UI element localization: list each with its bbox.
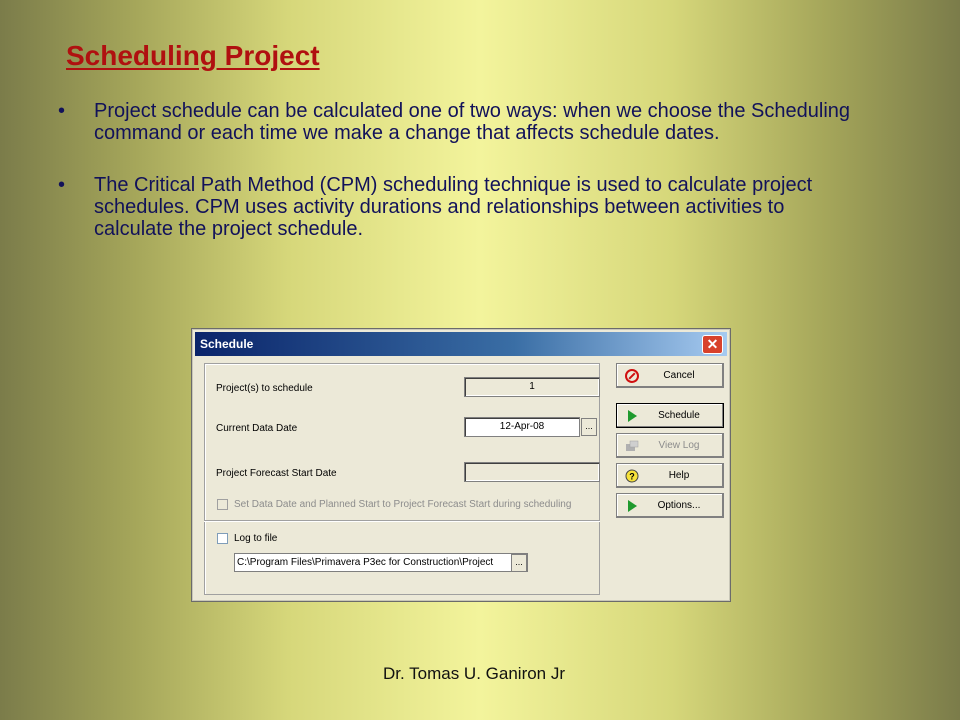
group-divider	[204, 520, 600, 522]
schedule-dialog	[191, 328, 731, 602]
dialog-titlebar[interactable]	[195, 332, 727, 356]
cancel-button-label: Cancel	[663, 370, 695, 381]
bullet-dot: •	[58, 174, 66, 196]
set-data-date-checkbox	[217, 499, 228, 510]
projects-count-field: 1	[464, 377, 600, 397]
cancel-button[interactable]	[616, 363, 724, 388]
schedule-button[interactable]	[616, 403, 724, 428]
close-icon: ✕	[706, 336, 719, 352]
set-data-date-label: Set Data Date and Planned Start to Project Forecast Start during scheduling	[234, 499, 572, 510]
footer-author: Dr. Tomas U. Ganiron Jr	[383, 664, 566, 683]
forecast-label: Project Forecast Start Date	[216, 468, 337, 479]
slide-title: Scheduling Project	[66, 40, 320, 71]
svg-text:?: ?	[629, 471, 635, 482]
bullet-item	[58, 174, 858, 240]
schedule-button-label: Schedule	[658, 410, 700, 421]
log-to-file-label: Log to file	[234, 533, 278, 544]
forecast-date-field	[464, 462, 600, 482]
data-date-field[interactable]: 12-Apr-08	[464, 417, 580, 437]
close-button[interactable]	[702, 335, 723, 354]
data-date-browse-button[interactable]: ...	[581, 418, 597, 436]
help-button[interactable]	[616, 463, 724, 488]
log-path-field[interactable]: C:\Program Files\Primavera P3ec for Construction\Project	[234, 553, 528, 572]
options-button-label: Options...	[657, 500, 701, 511]
bullet-item	[58, 100, 858, 144]
bullet-text: The Critical Path Method (CPM) scheduling technique is used to calculate project schedules. CPM uses activity durations and relationships between activities to calculate the project schedule.	[94, 174, 813, 240]
view-log-button[interactable]	[616, 433, 724, 458]
data-date-label: Current Data Date	[216, 423, 298, 434]
bullet-text: Project schedule can be calculated one of two ways: when we choose the Scheduling command or each time we make a change that affects schedule dates.	[94, 100, 851, 144]
options-button[interactable]	[616, 493, 724, 518]
dialog-title: Schedule	[200, 337, 254, 351]
bullet-dot: •	[58, 100, 66, 122]
view-log-button-label: View Log	[658, 440, 700, 451]
bullet-list	[58, 100, 858, 270]
log-to-file-checkbox[interactable]	[217, 533, 228, 544]
log-path-browse-button[interactable]: ...	[511, 554, 527, 572]
help-button-label: Help	[668, 470, 690, 481]
projects-label: Project(s) to schedule	[216, 383, 313, 394]
